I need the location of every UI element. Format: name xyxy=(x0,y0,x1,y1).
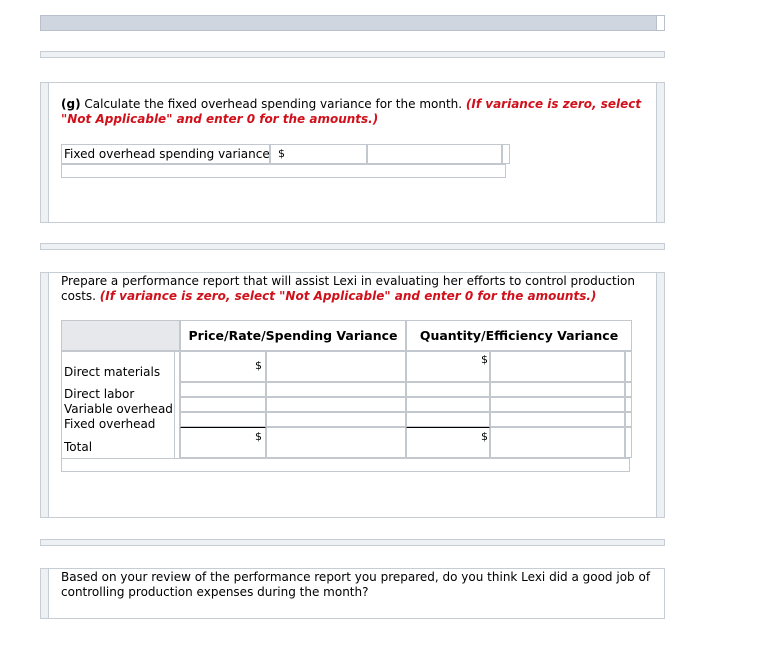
row-end-cell xyxy=(502,144,510,164)
row-label-fixed-overhead: Fixed overhead xyxy=(64,417,156,431)
variable-overhead-price-type-select[interactable] xyxy=(266,397,406,412)
table-header-blank xyxy=(61,320,180,351)
table-footer-cell xyxy=(61,458,630,472)
direct-labor-price-type-select[interactable] xyxy=(266,382,406,397)
part-g-question: (g) Calculate the fixed overhead spending variance for the month. (If variance is zero, select "Not Applicable" and enter 0 for the amounts.) xyxy=(61,97,642,126)
dollar-sign: $ xyxy=(278,147,285,160)
fixed-overhead-spending-amount-input[interactable] xyxy=(270,144,367,164)
review-question-panel xyxy=(40,568,665,619)
row-labels-column xyxy=(61,351,180,472)
section-separator xyxy=(40,51,665,58)
fixed-overhead-price-type-select[interactable] xyxy=(266,412,406,427)
direct-labor-price-amount-input[interactable] xyxy=(180,382,266,397)
fixed-overhead-spending-variance-label: Fixed overhead spending variance xyxy=(64,147,270,161)
performance-report-panel xyxy=(40,272,665,518)
fixed-overhead-spending-variance-label-cell xyxy=(61,144,270,164)
dollar-sign: $ xyxy=(255,359,262,372)
quantity-variance-header: Quantity/Efficiency Variance xyxy=(419,328,619,343)
direct-materials-quantity-type-select[interactable] xyxy=(490,351,625,382)
review-question: Based on your review of the performance report you prepared, do you think Lexi did a good job of controlling production expenses during the month? xyxy=(61,570,651,599)
performance-instruction: (If variance is zero, select "Not Applicable" and enter 0 for the amounts.) xyxy=(99,289,597,303)
direct-materials-quantity-amount-input[interactable] xyxy=(406,351,490,382)
total-quantity-amount-input[interactable] xyxy=(406,427,490,458)
part-g-panel xyxy=(40,82,665,223)
part-g-footer-cell xyxy=(61,164,506,178)
variable-overhead-price-amount-input[interactable] xyxy=(180,397,266,412)
row-label-direct-materials: Direct materials xyxy=(64,365,161,379)
row-end-cell xyxy=(625,412,632,427)
direct-labor-quantity-amount-input[interactable] xyxy=(406,382,490,397)
part-label: (g) xyxy=(61,97,81,111)
total-price-type-select[interactable] xyxy=(266,427,406,458)
dollar-sign: $ xyxy=(481,430,488,443)
dollar-sign: $ xyxy=(481,353,488,366)
performance-report-question: Prepare a performance report that will assist Lexi in evaluating her efforts to control production costs. (If variance is zero, select "Not Applicable" and enter 0 for the amounts.) xyxy=(61,274,635,303)
dollar-sign: $ xyxy=(255,430,262,443)
total-price-amount-input[interactable] xyxy=(180,427,266,458)
row-end-cell xyxy=(625,397,632,412)
total-quantity-type-select[interactable] xyxy=(490,427,625,458)
fixed-overhead-spending-type-select[interactable] xyxy=(367,144,502,164)
fixed-overhead-quantity-amount-input[interactable] xyxy=(406,412,490,427)
fixed-overhead-quantity-type-select[interactable] xyxy=(490,412,625,427)
price-variance-header: Price/Rate/Spending Variance xyxy=(188,328,398,343)
fixed-overhead-price-amount-input[interactable] xyxy=(180,412,266,427)
quantity-variance-header-cell xyxy=(406,320,632,351)
performance-report-table xyxy=(61,320,632,472)
variable-overhead-quantity-amount-input[interactable] xyxy=(406,397,490,412)
section-separator xyxy=(40,539,665,546)
variable-overhead-quantity-type-select[interactable] xyxy=(490,397,625,412)
top-bar xyxy=(40,15,665,31)
price-variance-header-cell xyxy=(180,320,406,351)
row-label-total: Total xyxy=(64,440,93,454)
part-g-instruction: (If variance is zero, select "Not Applicable" and enter 0 for the amounts.) xyxy=(61,97,642,126)
row-end-cell xyxy=(625,427,632,458)
row-end-cell xyxy=(625,351,632,382)
direct-materials-price-type-select[interactable] xyxy=(266,351,406,382)
section-separator xyxy=(40,243,665,250)
direct-labor-quantity-type-select[interactable] xyxy=(490,382,625,397)
row-label-direct-labor: Direct labor xyxy=(64,387,135,401)
row-end-cell xyxy=(625,382,632,397)
row-label-variable-overhead: Variable overhead xyxy=(64,402,173,416)
direct-materials-price-amount-input[interactable] xyxy=(180,351,266,382)
